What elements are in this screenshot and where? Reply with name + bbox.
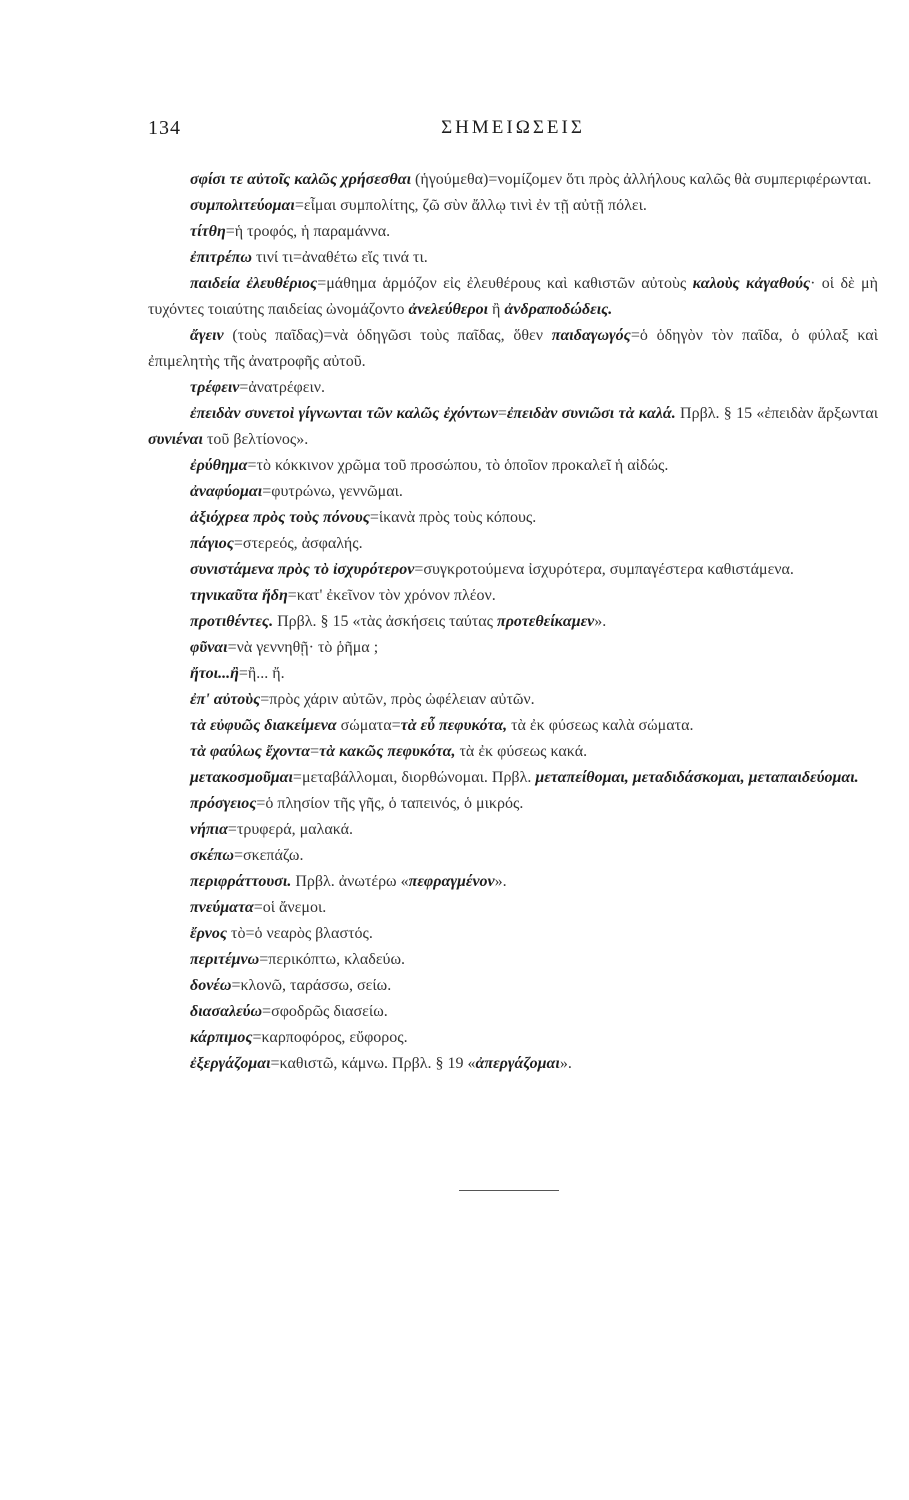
gloss-text: · οἱ δὲ μὴ τυχόντες τοιαύτης παιδείας ὠνομάζοντο bbox=[148, 275, 878, 318]
term-text: μεταπείθομαι, μεταδιδάσκομαι, μεταπαιδεύομαι. bbox=[535, 769, 859, 786]
gloss-text: ». bbox=[494, 873, 507, 890]
note-entry bbox=[148, 1025, 878, 1051]
note-entry bbox=[148, 973, 878, 999]
term-text: διασαλεύω bbox=[190, 1003, 263, 1020]
note-entry bbox=[148, 765, 878, 791]
note-entry bbox=[148, 453, 878, 479]
term-text: ἀπεργάζομαι bbox=[475, 1055, 560, 1072]
note-entry bbox=[148, 219, 878, 245]
end-rule bbox=[459, 1190, 559, 1191]
note-entry bbox=[148, 479, 878, 505]
term-text: νήπια bbox=[190, 821, 228, 838]
gloss-text: τινί τι=ἀναθέτω εἴς τινά τι. bbox=[251, 249, 428, 266]
term-text: περιφράττουσι. bbox=[190, 873, 292, 890]
note-entry bbox=[148, 401, 878, 453]
gloss-text: =κατ' ἐκεῖνον τὸν χρόνον πλέον. bbox=[287, 587, 496, 604]
gloss-text: =τὸ κόκκινον χρῶμα τοῦ προσώπου, τὸ ὁποῖον προκαλεῖ ἡ αἰδώς. bbox=[247, 457, 669, 474]
term-text: ἀνδραποδώδεις. bbox=[504, 301, 613, 318]
note-entry bbox=[148, 193, 878, 219]
term-text: ἤτοι...ἢ bbox=[190, 665, 239, 682]
term-text: πεφραγμένον bbox=[408, 873, 495, 890]
note-entry bbox=[148, 167, 878, 193]
gloss-text: =ἢ... ἤ. bbox=[238, 665, 285, 682]
gloss-text: =συγκροτούμενα ἰσχυρότερα, συμπαγέστερα καθιστάμενα. bbox=[414, 561, 794, 578]
term-text: ἀναφύομαι bbox=[190, 483, 263, 500]
term-text: περιτέμνω bbox=[190, 951, 260, 968]
term-text: πνεύματα bbox=[190, 899, 254, 916]
note-entry bbox=[148, 739, 878, 765]
gloss-text: (ἡγούμεθα)=νομίζομεν ὅτι πρὸς ἀλλήλους καλῶς θὰ συμπεριφέρωνται. bbox=[411, 171, 872, 188]
note-entry bbox=[148, 505, 878, 531]
term-text: προτεθείκαμεν bbox=[496, 613, 595, 630]
page-header bbox=[148, 117, 878, 143]
term-text: ἀξιόχρεα πρὸς τοὺς πόνους bbox=[190, 509, 370, 526]
note-entry bbox=[148, 817, 878, 843]
term-text: κάρπιμος bbox=[190, 1029, 253, 1046]
gloss-text: =τρυφερά, μαλακά. bbox=[227, 821, 354, 838]
term-text: παιδεία ἐλευθέριος bbox=[190, 275, 318, 292]
gloss-text: =φυτρώνω, γεννῶμαι. bbox=[262, 483, 403, 500]
gloss-text: =ἡ τροφός, ἡ παραμάννα. bbox=[225, 223, 391, 240]
term-text: ἔρνος bbox=[190, 925, 228, 942]
gloss-text: ἢ bbox=[488, 301, 505, 318]
gloss-text: τὰ ἐκ φύσεως κακά. bbox=[455, 743, 588, 760]
gloss-text: =περικόπτω, κλαδεύω. bbox=[259, 951, 405, 968]
term-text: τὰ εὐφυῶς διακείμενα bbox=[190, 717, 337, 734]
note-entry bbox=[148, 999, 878, 1025]
term-text: τρέφειν bbox=[190, 379, 240, 396]
note-entry bbox=[148, 1051, 878, 1077]
gloss-text: =οἱ ἄνεμοι. bbox=[253, 899, 327, 916]
note-entry bbox=[148, 245, 878, 271]
gloss-text: ». bbox=[559, 1055, 572, 1072]
term-text: συνιέναι bbox=[148, 431, 203, 448]
note-entry bbox=[148, 375, 878, 401]
term-text: ἐπ' αὐτοὺς bbox=[190, 691, 261, 708]
note-entry bbox=[148, 895, 878, 921]
page-number: 134 bbox=[148, 117, 181, 139]
term-text: σφίσι τε αὐτοῖς καλῶς χρήσεσθαι bbox=[190, 171, 412, 188]
note-entry bbox=[148, 843, 878, 869]
gloss-text: =μεταβάλλομαι, διορθώνομαι. Πρβλ. bbox=[292, 769, 536, 786]
gloss-text: =σφοδρῶς διασείω. bbox=[262, 1003, 388, 1020]
term-text: σκέπω bbox=[190, 847, 234, 864]
gloss-text: τοῦ βελτίονος». bbox=[202, 431, 309, 448]
note-entry bbox=[148, 921, 878, 947]
term-text: τὰ κακῶς πεφυκότα, bbox=[319, 743, 456, 760]
note-entry bbox=[148, 583, 878, 609]
note-entry bbox=[148, 635, 878, 661]
gloss-text: =νὰ γεννηθῇ· τὸ ῥῆμα ; bbox=[227, 639, 379, 656]
gloss-text: =ἀνατρέφειν. bbox=[239, 379, 326, 396]
gloss-text: =ἱκανὰ πρὸς τοὺς κόπους. bbox=[369, 509, 537, 526]
term-text: ἄγειν bbox=[190, 327, 224, 344]
term-text: πάγιος bbox=[190, 535, 234, 552]
note-entry bbox=[148, 271, 878, 323]
term-text: ἐπιτρέπω bbox=[190, 249, 252, 266]
gloss-text: =ὁ ὁδηγὸν τὸν παῖδα, ὁ φύλαξ καὶ ἐπιμελητὴς τῆς ἀνατροφῆς αὐτοῦ. bbox=[148, 327, 878, 370]
note-entry bbox=[148, 687, 878, 713]
note-entry bbox=[148, 323, 878, 375]
note-entry bbox=[148, 947, 878, 973]
term-text: τηνικαῦτα ἤδη bbox=[190, 587, 288, 604]
term-text: μετακοσμοῦμαι bbox=[190, 769, 293, 786]
gloss-text: =ὁ πλησίον τῆς γῆς, ὁ ταπεινός, ὁ μικρός. bbox=[256, 795, 524, 812]
term-text: ἐξεργάζομαι bbox=[190, 1055, 271, 1072]
term-text: φῦναι bbox=[190, 639, 228, 656]
term-text: καλοὺς κἀγαθούς bbox=[692, 275, 811, 292]
term-text: συνιστάμενα πρὸς τὸ ἰσχυρότερον bbox=[190, 561, 415, 578]
gloss-text: τὸ=ὁ νεαρὸς βλαστός. bbox=[227, 925, 373, 942]
note-entry bbox=[148, 713, 878, 739]
note-entry bbox=[148, 869, 878, 895]
note-entry bbox=[148, 791, 878, 817]
note-entry bbox=[148, 661, 878, 687]
term-text: τὰ εὖ πεφυκότα, bbox=[400, 717, 508, 734]
gloss-text: =καθιστῶ, κάμνω. Πρβλ. § 19 « bbox=[270, 1055, 476, 1072]
term-text: τίτθη bbox=[190, 223, 226, 240]
gloss-text: =εἶμαι συμπολίτης, ζῶ σὺν ἄλλῳ τινὶ ἐν τῇ αὐτῇ πόλει. bbox=[294, 197, 647, 214]
gloss-text: Πρβλ. ἀνωτέρω « bbox=[291, 873, 409, 890]
gloss-text: ». bbox=[594, 613, 607, 630]
term-text: ἐπειδὰν συνιῶσι τὰ καλά. bbox=[506, 405, 676, 422]
term-text: δονέω bbox=[190, 977, 232, 994]
term-text: τὰ φαύλως ἔχοντα bbox=[190, 743, 311, 760]
gloss-text: Πρβλ. § 15 «τὰς ἀσκήσεις ταύτας bbox=[273, 613, 497, 630]
term-text: συμπολιτεύομαι bbox=[190, 197, 295, 214]
gloss-text: τὰ ἐκ φύσεως καλὰ σώματα. bbox=[507, 717, 694, 734]
notes-body bbox=[148, 167, 878, 1077]
note-entry bbox=[148, 531, 878, 557]
gloss-text: =στερεός, ἀσφαλής. bbox=[233, 535, 363, 552]
term-text: ἐπειδὰν συνετοὶ γίγνωνται τῶν καλῶς ἐχόντων bbox=[190, 405, 498, 422]
note-entry bbox=[148, 609, 878, 635]
gloss-text: =σκεπάζω. bbox=[233, 847, 304, 864]
gloss-text: =κλονῶ, ταράσσω, σείω. bbox=[231, 977, 392, 994]
term-text: πρόσγειος bbox=[190, 795, 257, 812]
term-text: ἐρύθημα bbox=[190, 457, 248, 474]
gloss-text: =καρποφόρος, εὔφορος. bbox=[252, 1029, 408, 1046]
gloss-text: Πρβλ. § 15 «ἐπειδὰν ἄρξωνται bbox=[675, 405, 879, 422]
gloss-text: =πρὸς χάριν αὐτῶν, πρὸς ὠφέλειαν αὐτῶν. bbox=[260, 691, 535, 708]
note-entry bbox=[148, 557, 878, 583]
gloss-text: (τοὺς παῖδας)=νὰ ὁδηγῶσι τοὺς παῖδας, ὅθεν bbox=[223, 327, 552, 344]
gloss-text: σώματα= bbox=[336, 717, 401, 734]
running-title: ΣΗΜΕΙΩΣΕΙΣ bbox=[441, 117, 585, 138]
gloss-text: = bbox=[310, 743, 320, 760]
term-text: ἀνελεύθεροι bbox=[408, 301, 489, 318]
gloss-text: = bbox=[497, 405, 507, 422]
term-text: προτιθέντες. bbox=[190, 613, 274, 630]
gloss-text: =μάθημα ἁρμόζον εἰς ἐλευθέρους καὶ καθιστῶν αὐτοὺς bbox=[317, 275, 693, 292]
term-text: παιδαγωγός bbox=[551, 327, 631, 344]
